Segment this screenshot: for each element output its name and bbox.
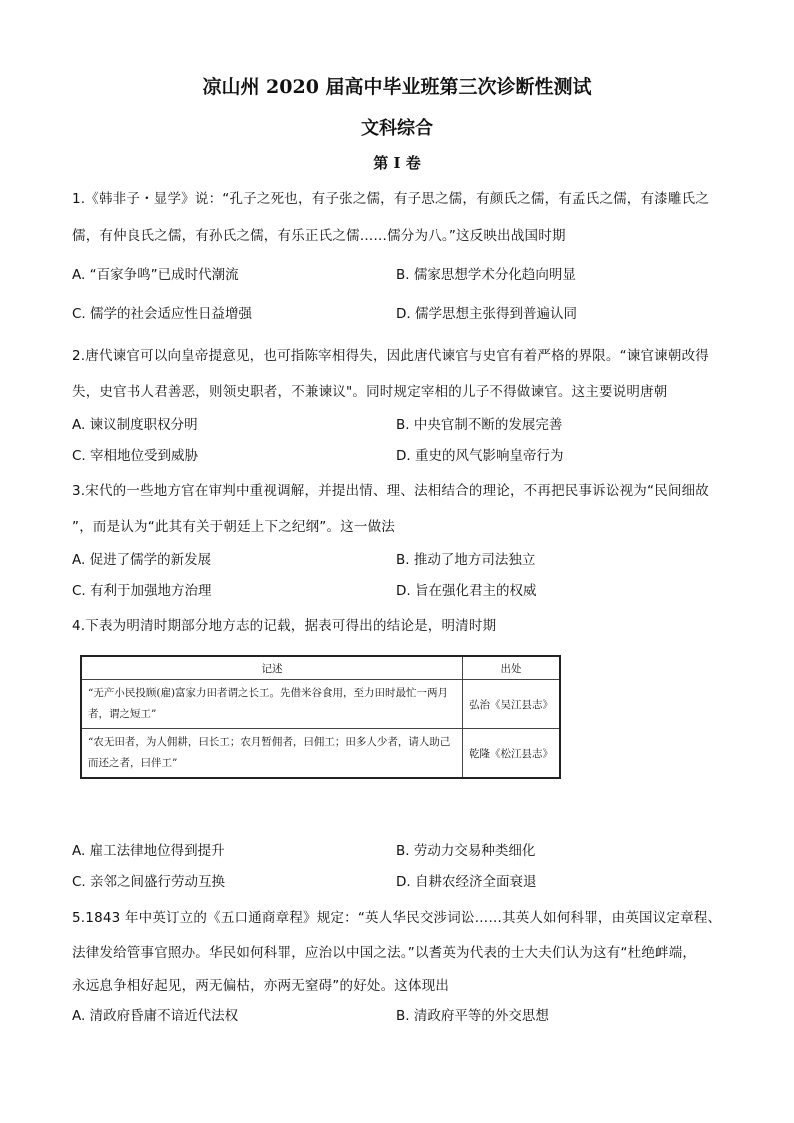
question-4-line-1: 4.下表为明清时期部分地方志的记载，据表可得出的结论是，明清时期: [72, 618, 497, 634]
exam-subtitle: 文科综合: [361, 118, 433, 139]
question-3-option-c: C. 有利于加强地方治理: [72, 583, 212, 599]
table-row: [81, 729, 560, 779]
question-3-option-b: B. 推动了地方司法独立: [396, 552, 536, 568]
table-row: [81, 680, 560, 729]
question-4-option-b: B. 劳动力交易种类细化: [396, 843, 536, 859]
question-1-option-a: A. “百家争鸣”已成时代潮流: [72, 267, 239, 283]
question-3-option-d: D. 旨在强化君主的权威: [396, 583, 537, 599]
question-5-option-b: B. 清政府平等的外交思想: [396, 1008, 549, 1024]
question-1-option-b: B. 儒家思想学术分化趋向明显: [396, 267, 576, 283]
question-2-option-b: B. 中央官制不断的发展完善: [396, 417, 563, 433]
question-3-line-1: 3.宋代的一些地方官在审判中重视调解，并提出情、理、法相结合的理论，不再把民事诉讼视为“民间细故: [72, 483, 709, 499]
section-heading: 第 I 卷: [373, 154, 421, 172]
question-5-line-3: 永远息争相好起见，两无偏枯，亦两无窒碍”的好处。这体现出: [72, 978, 450, 994]
question-2-line-1: 2.唐代谏官可以向皇帝提意见，也可指陈宰相得失，因此唐代谏官与史官有着严格的界限。“谏官谏朝改得: [72, 348, 709, 364]
question-4-option-a: A. 雇工法律地位得到提升: [72, 843, 225, 859]
table-cell-record: “农无田者，为人佣耕，曰长工；农月暂佣者，曰佣工；田多人少者，请人助己而还之者，曰伴工”: [81, 729, 463, 779]
table-cell-source: 弘治《吴江县志》: [463, 680, 561, 729]
exam-title: 凉山州 2020 届高中毕业班第三次诊断性测试: [202, 76, 592, 98]
local-gazetteer-table: [80, 655, 561, 779]
question-5-line-1: 5.1843 年中英订立的《五口通商章程》规定：“英人华民交涉词讼……其英人如何科罪，由英国议定章程、: [72, 910, 722, 926]
question-1-line-2: 儒，有仲良氏之儒，有孙氏之儒，有乐正氏之儒……儒分为八。”这反映出战国时期: [72, 228, 566, 244]
question-5-option-a: A. 清政府昏庸不谙近代法权: [72, 1008, 239, 1024]
question-2-option-a: A. 谏议制度职权分明: [72, 417, 198, 433]
question-2-option-c: C. 宰相地位受到威胁: [72, 448, 199, 464]
question-2-line-2: 失，史官书人君善恶，则领史职者，不兼谏议"。同时规定宰相的儿子不得做谏官。这主要说明唐朝: [72, 384, 668, 400]
table-header-row: [81, 656, 560, 680]
table-cell-record: “无产小民投顾(雇)富家力田者谓之长工。先借米谷食用，至力田时最忙一两月者，谓之短工”: [81, 680, 463, 729]
question-1-line-1: 1.《韩非子・显学》说：“孔子之死也，有子张之儒，有子思之儒，有颜氏之儒，有孟氏之儒，有漆雕氏之: [72, 191, 709, 207]
question-4-option-c: C. 亲邻之间盛行劳动互换: [72, 874, 226, 890]
table-header-record: 记述: [81, 656, 463, 680]
table-header-source: 出处: [463, 656, 561, 680]
question-3-option-a: A. 促进了儒学的新发展: [72, 552, 212, 568]
question-4-option-d: D. 自耕农经济全面衰退: [396, 874, 537, 890]
question-2-option-d: D. 重史的风气影响皇帝行为: [396, 448, 564, 464]
question-5-line-2: 法律发给管事官照办。华民如何科罪，应治以中国之法。”以耆英为代表的士大夫们认为这有“杜绝衅端，: [72, 945, 697, 961]
question-1-option-c: C. 儒学的社会适应性日益增强: [72, 306, 253, 322]
question-1-option-d: D. 儒学思想主张得到普遍认同: [396, 306, 577, 322]
question-3-line-2: ”，而是认为“此其有关于朝廷上下之纪纲”。这一做法: [72, 519, 395, 535]
table-cell-source: 乾隆《松江县志》: [463, 729, 561, 779]
